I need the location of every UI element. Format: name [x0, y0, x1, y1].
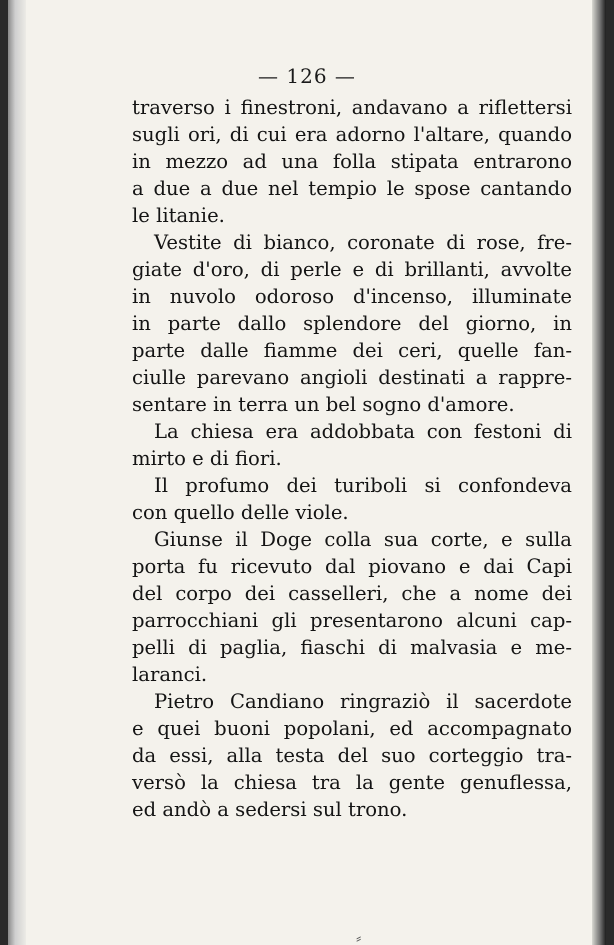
text-line: La chiesa era addobbata con festoni di [154, 420, 572, 443]
text-line: mirto e di fiori. [132, 447, 282, 470]
text-line: giate d'oro, di perle e di brillanti, avvolte [132, 258, 572, 281]
paragraph-2 [132, 229, 572, 418]
text-line: in nuvolo odoroso d'incenso, illuminate [132, 285, 572, 308]
text-line: Vestite di bianco, coronate di rose, fre- [154, 231, 572, 254]
text-line: traverso i finestroni, andavano a riflettersi [132, 96, 572, 119]
text-line: pelli di paglia, fiaschi di malvasia e me- [132, 636, 572, 659]
text-line: Pietro Candiano ringraziò il sacerdote [154, 690, 572, 713]
text-line: sugli ori, di cui era adorno l'altare, quando [132, 123, 572, 146]
text-line: a due a due nel tempio le spose cantando [132, 177, 572, 200]
text-line: ed andò a sedersi sul trono. [132, 798, 408, 821]
text-line: Giunse il Doge colla sua corte, e sulla [154, 528, 572, 551]
text-line: parte dalle fiamme dei ceri, quelle fan- [132, 339, 572, 362]
text-line: le litanie. [132, 204, 225, 227]
text-line: in parte dallo splendore del giorno, in [132, 312, 572, 335]
book-page [8, 0, 606, 945]
paragraph-4 [132, 472, 572, 526]
text-line: da essi, alla testa del suo corteggio tra- [132, 744, 572, 767]
page-binding-shadow-right [592, 0, 606, 945]
body-text [132, 94, 572, 823]
text-line: con quello delle viole. [132, 501, 349, 524]
paragraph-6 [132, 688, 572, 823]
text-line: del corpo dei casselleri, che a nome dei [132, 582, 572, 605]
page-binding-shadow-left [8, 0, 26, 945]
text-line: parrocchiani gli presentarono alcuni cap- [132, 609, 572, 632]
text-line: in mezzo ad una folla stipata entrarono [132, 150, 572, 173]
text-line: Il profumo dei turiboli si confondeva [154, 474, 572, 497]
page-number: — 126 — [258, 64, 356, 88]
paragraph-1 [132, 94, 572, 229]
text-line: e quei buoni popolani, ed accompagnato [132, 717, 572, 740]
text-line: sentare in terra un bel sogno d'amore. [132, 393, 515, 416]
paragraph-5 [132, 526, 572, 688]
text-line: porta fu ricevuto dal piovano e dai Capi [132, 555, 572, 578]
text-line: ciulle parevano angioli destinati a rappre- [132, 366, 572, 389]
print-mark: ⸗ [356, 928, 362, 945]
paragraph-3 [132, 418, 572, 472]
text-line: laranci. [132, 663, 208, 686]
text-line: versò la chiesa tra la gente genuflessa, [132, 771, 572, 794]
